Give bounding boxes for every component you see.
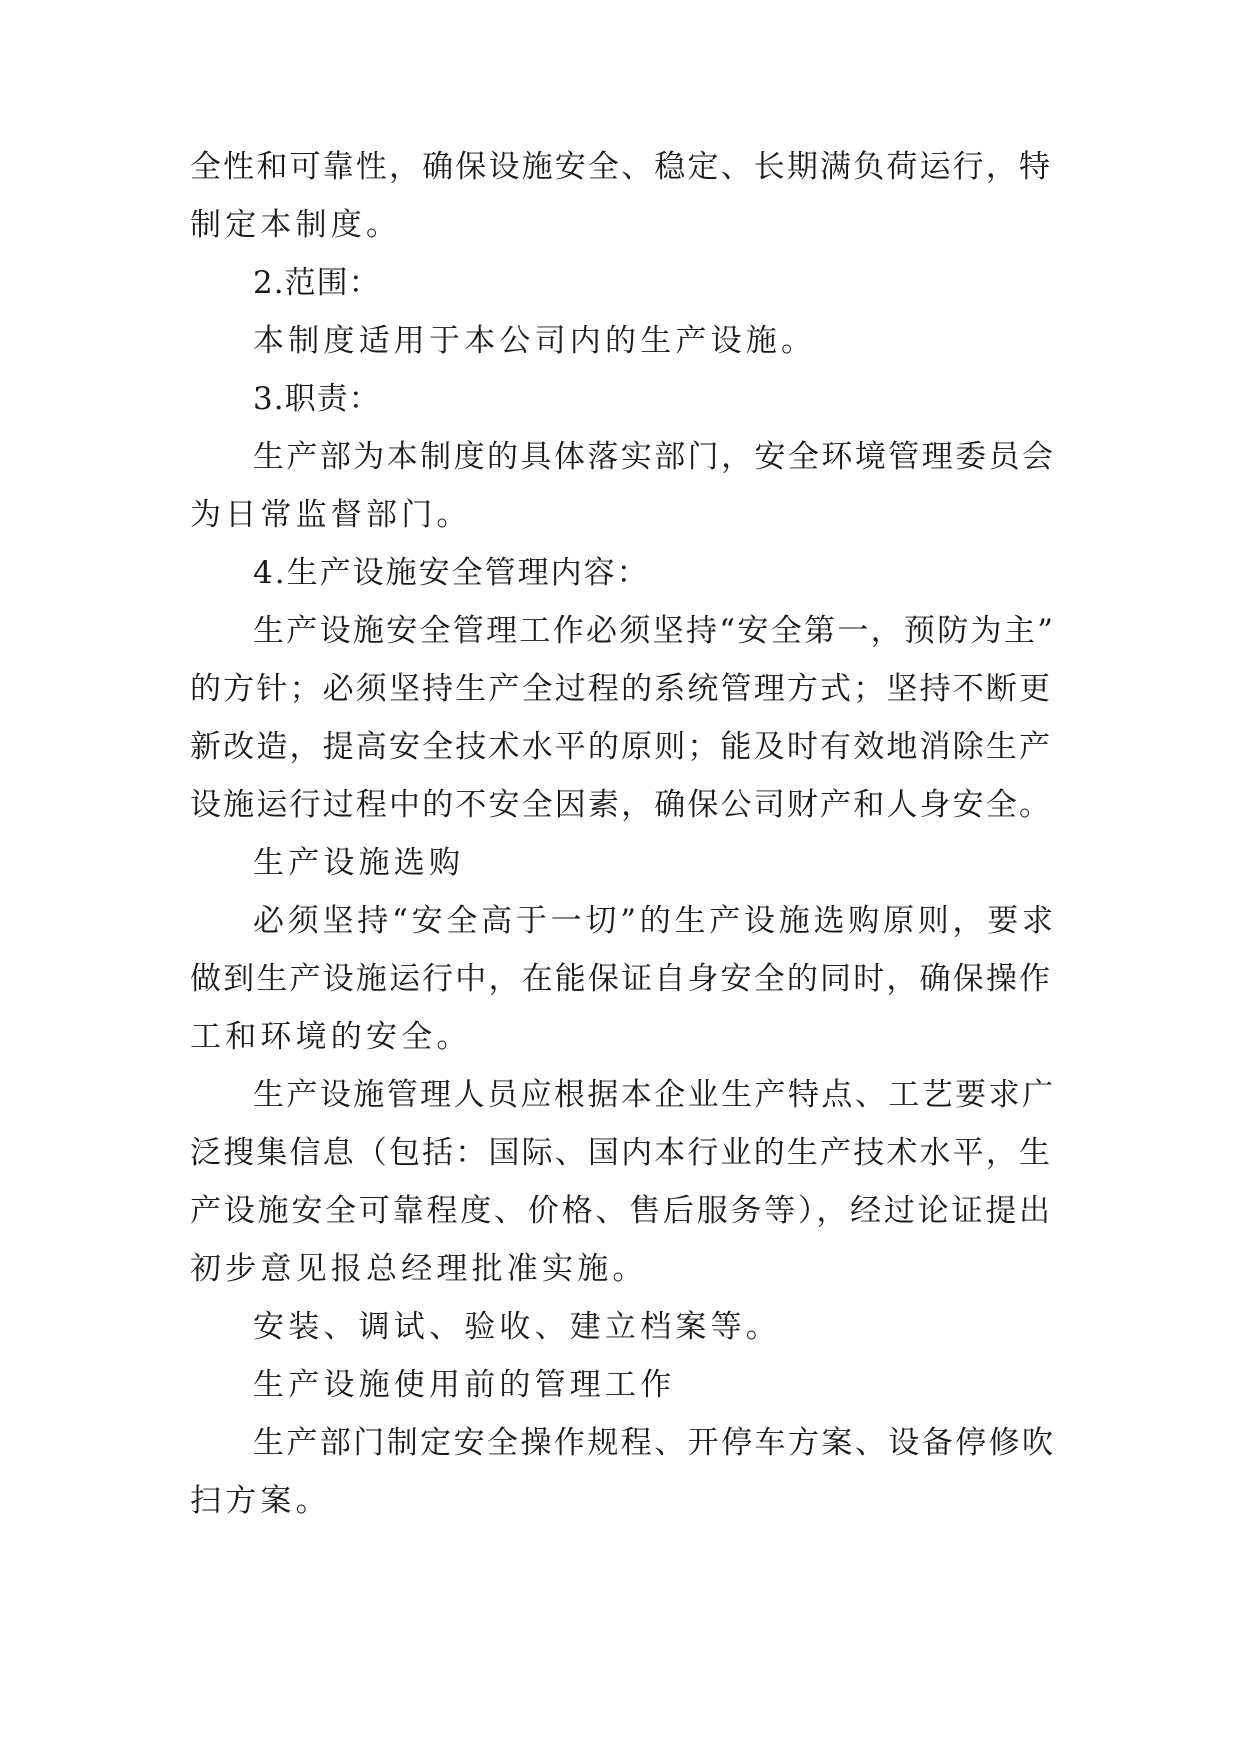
text-line: 安装、调试、验收、建立档案等。 (253, 1309, 781, 1345)
text-line: 生产部为本制度的具体落实部门，安全环境管理委员会 (253, 439, 1053, 475)
subsection-heading: 生产设施使用前的管理工作 (253, 1367, 676, 1403)
text-line: 设施运行过程中的不安全因素，确保公司财产和人身安全。 (190, 787, 1050, 823)
text-line: 为日常监督部门。 (190, 497, 472, 533)
text-line: 工和环境的安全。 (190, 1019, 472, 1055)
text-line: 扫方案。 (190, 1483, 331, 1519)
text-line: 做到生产设施运行中，在能保证自身安全的同时，确保操作 (190, 961, 1050, 997)
text-line: 本制度适用于本公司内的生产设施。 (253, 323, 817, 359)
text-line: 新改造，提高安全技术水平的原则；能及时有效地消除生产 (190, 729, 1050, 765)
text-line: 必须坚持“安全高于一切”的生产设施选购原则，要求 (253, 903, 1053, 939)
section-heading: 3.职责： (253, 381, 381, 417)
text-line: 全性和可靠性，确保设施安全、稳定、长期满负荷运行，特 (190, 149, 1050, 185)
text-line: 制定本制度。 (190, 207, 402, 243)
text-line: 泛搜集信息（包括：国际、国内本行业的生产技术水平，生 (190, 1135, 1050, 1171)
subsection-heading: 生产设施选购 (253, 845, 465, 881)
text-line: 生产设施安全管理工作必须坚持“安全第一，预防为主” (253, 613, 1053, 649)
text-line: 生产设施管理人员应根据本企业生产特点、工艺要求广 (253, 1077, 1053, 1113)
text-line: 的方针；必须坚持生产全过程的系统管理方式；坚持不断更 (190, 671, 1050, 707)
section-heading: 2.范围： (253, 265, 381, 301)
section-heading: 4.生产设施安全管理内容： (253, 555, 650, 591)
text-line: 初步意见报总经理批准实施。 (190, 1251, 648, 1287)
text-line: 产设施安全可靠程度、价格、售后服务等），经过论证提出 (190, 1193, 1050, 1229)
text-line: 生产部门制定安全操作规程、开停车方案、设备停修吹 (253, 1425, 1053, 1461)
